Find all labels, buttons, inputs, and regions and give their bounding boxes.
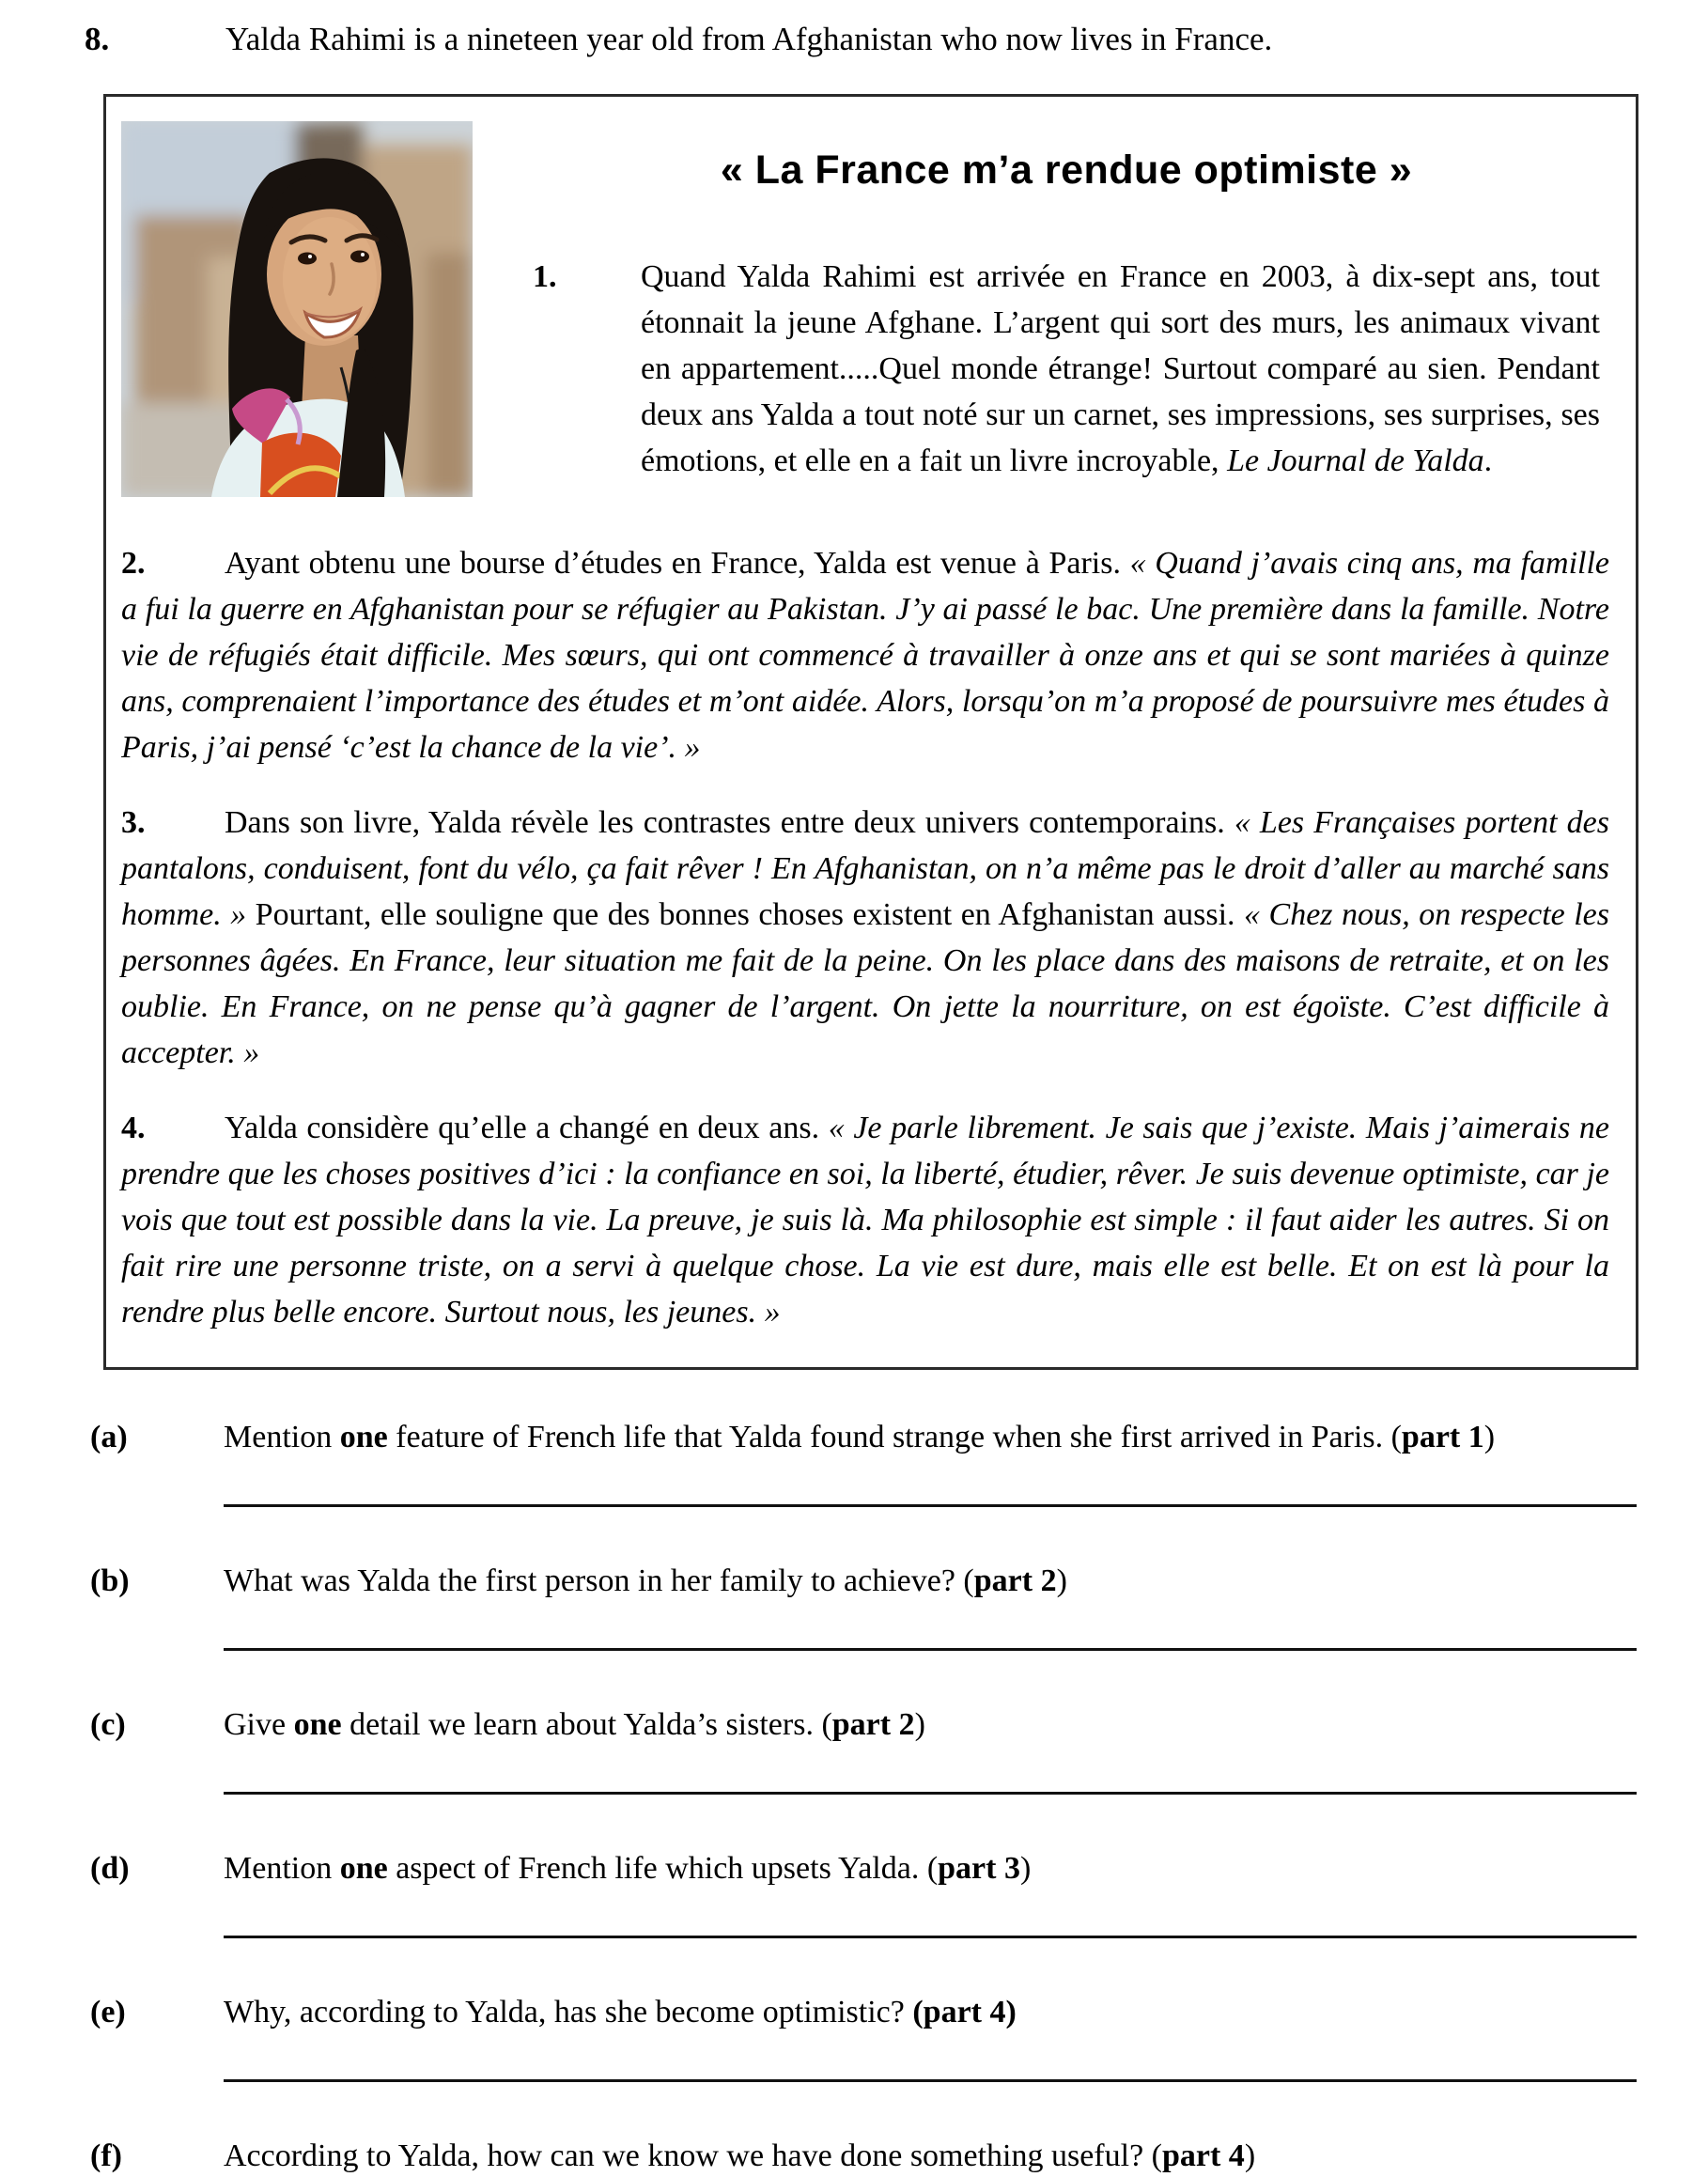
- text-segment: ): [1483, 1420, 1496, 1454]
- text-segment-italic: « Chez nous, on respecte les personnes âgées. En France, leur situation me fait de la peine. On les place dans des maisons de retraite, et on les oublie. En France, on ne pense qu’à gagner de l’argent. On jette la nourriture, on est égoïste. C’est difficile à accepter. »: [121, 897, 1609, 1070]
- text-segment-italic: Le Journal de Yalda: [1227, 443, 1484, 478]
- answer-line-c: [224, 1792, 1637, 1795]
- text-segment-bold: part 3: [938, 1851, 1020, 1886]
- question-d-text: [224, 1848, 1638, 1889]
- article-right-column: [473, 121, 1609, 497]
- text-segment-bold: one: [339, 1851, 388, 1886]
- question-f-label: (f): [90, 2138, 122, 2173]
- text-segment-bold: part 1: [1401, 1420, 1484, 1454]
- question-d: [85, 1848, 1638, 1938]
- text-segment: According to Yalda, how can we know we have done something useful? (: [224, 2138, 1162, 2173]
- questions-section: [85, 1417, 1638, 2177]
- question-a-label: (a): [90, 1420, 128, 1454]
- paragraph-1-text: [641, 254, 1600, 484]
- text-segment-italic: « Les Françaises portent des pantalons, conduisent, font du vélo, ça fait rêver ! En Afghanistan, on n’a même pas le droit d’aller au marché sans homme. »: [121, 805, 1609, 932]
- question-e-label: (e): [90, 1995, 126, 2029]
- text-segment: ): [1019, 1851, 1032, 1886]
- text-segment: Ayant obtenu une bourse d’études en France, Yalda est venue à Paris.: [225, 546, 1130, 581]
- question-8-number: 8.: [85, 21, 110, 57]
- question-8-header: [85, 21, 1638, 58]
- paragraph-4-number: 4.: [121, 1111, 146, 1145]
- answer-line-b: [224, 1648, 1637, 1651]
- text-segment-bold: one: [339, 1420, 388, 1454]
- article-box-top: [121, 121, 1609, 497]
- text-segment: feature of French life that Yalda found strange when she first arrived in Paris. (: [387, 1420, 1402, 1454]
- article-paragraph-3: [121, 800, 1609, 1076]
- paragraph-1-number: 1.: [533, 259, 557, 294]
- text-segment-bold: one: [293, 1707, 342, 1742]
- question-c-label: (c): [90, 1707, 126, 1742]
- article-paragraph-4: [121, 1105, 1609, 1335]
- question-a-text: [224, 1417, 1638, 1458]
- text-segment: ): [1244, 2138, 1256, 2173]
- text-segment: Dans son livre, Yalda révèle les contrastes entre deux univers contemporains.: [225, 805, 1234, 840]
- yalda-photo-illustration: [121, 121, 473, 497]
- text-segment: Yalda considère qu’elle a changé en deux ans.: [225, 1111, 829, 1145]
- text-segment: What was Yalda the first person in her family to achieve? (: [224, 1563, 974, 1598]
- text-segment: detail we learn about Yalda’s sisters. (: [341, 1707, 832, 1742]
- question-d-label: (d): [90, 1851, 130, 1886]
- answer-line-e: [224, 2079, 1637, 2082]
- text-segment: ): [914, 1707, 925, 1742]
- answer-line-d: [224, 1936, 1637, 1938]
- question-b: [85, 1561, 1638, 1651]
- text-segment-bold: part 2: [831, 1707, 915, 1742]
- question-a: [85, 1417, 1638, 1507]
- article-title: « La France m’a rendue optimiste »: [720, 148, 1413, 193]
- question-f: [85, 2136, 1638, 2177]
- article-box: [103, 94, 1638, 1370]
- text-segment: Why, according to Yalda, has she become optimistic?: [224, 1995, 913, 2029]
- text-segment: aspect of French life which upsets Yalda. (: [387, 1851, 939, 1886]
- article-paragraph-1: [533, 254, 1600, 484]
- text-segment-bold: part 2: [973, 1563, 1057, 1598]
- text-segment-italic: « Je parle librement. Je sais que j’existe. Mais j’aimerais ne prendre que les choses positives d’ici : la confiance en soi, la liberté, étudier, rêver. Je suis devenue optimiste, car je vois que tout est possible dans la vie. La preuve, je suis là. Ma philosophie est simple : il faut aider les autres. Si on fait rire une personne triste, on a servi à quelque chose. La vie est dure, mais elle est belle. Et on est là pour la rendre plus belle encore. Surtout nous, les jeunes. »: [121, 1111, 1609, 1330]
- question-c-text: [224, 1704, 1638, 1746]
- paragraph-2-number: 2.: [121, 546, 146, 581]
- article-paragraph-2: [121, 540, 1609, 770]
- text-segment-bold: part 4: [1161, 2138, 1245, 2173]
- question-e: [85, 1992, 1638, 2082]
- text-segment: .: [1483, 443, 1493, 478]
- question-f-text: [224, 2136, 1638, 2177]
- question-c: [85, 1704, 1638, 1795]
- text-segment: Give: [224, 1707, 294, 1742]
- text-segment: Mention: [224, 1420, 340, 1454]
- text-segment: Quand Yalda Rahimi est arrivée en France en 2003, à dix-sept ans, tout étonnait la jeune Afghane. L’argent qui sort des murs, les animaux vivant en appartement.....Quel monde étrange! Surtout comparé au sien. Pendant deux ans Yalda a tout noté sur un carnet, ses impressions, ses surprises, ses émotions, et elle en a fait un livre incroyable,: [641, 259, 1600, 478]
- text-segment: Pourtant, elle souligne que des bonnes choses existent en Afghanistan aussi.: [246, 897, 1245, 932]
- question-8-intro: Yalda Rahimi is a nineteen year old from Afghanistan who now lives in France.: [225, 21, 1273, 57]
- question-b-text: [224, 1561, 1638, 1602]
- yalda-photo: [121, 121, 473, 497]
- text-segment: Mention: [224, 1851, 340, 1886]
- question-e-text: [224, 1992, 1638, 2033]
- text-segment: ): [1056, 1563, 1067, 1598]
- answer-line-a: [224, 1504, 1637, 1507]
- question-b-label: (b): [90, 1563, 130, 1598]
- text-segment-italic: « Quand j’avais cinq ans, ma famille a fui la guerre en Afghanistan pour se réfugier au Pakistan. J’y ai passé le bac. Une première dans la famille. Notre vie de réfugiés était difficile. Mes sœurs, qui ont commencé à travailler à onze ans et qui se sont mariées à quinze ans, comprenaient l’importance des études et m’ont aidée. Alors, lorsqu’on m’a proposé de poursuivre mes études à Paris, j’ai pensé ‘c’est la chance de la vie’. »: [121, 546, 1610, 765]
- paragraph-3-number: 3.: [121, 805, 146, 840]
- text-segment-bold: (part 4): [912, 1995, 1017, 2029]
